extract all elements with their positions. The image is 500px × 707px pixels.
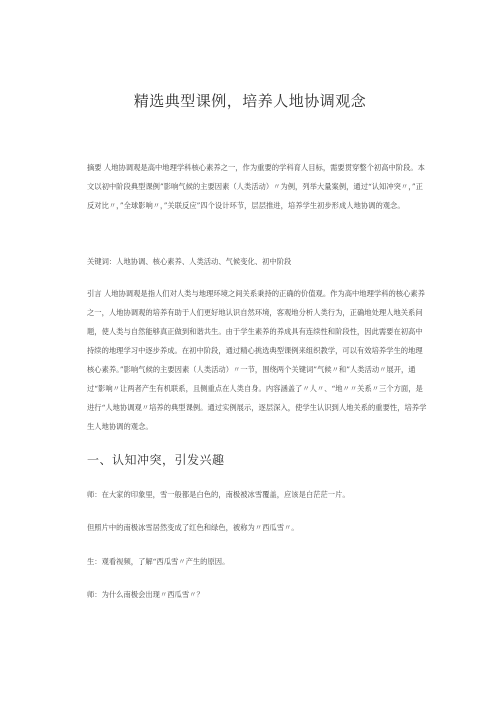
dialogue-line: 师：为什么南极会出现〃西瓜雪〃？ (87, 590, 204, 599)
intro-paragraph: 引言 人地协调观是指人们对人类与地理环境之间关系秉持的正确的价值观。作为高中地理学科的核心素养之一，人地协调观的培养有助于人们更好地认识自然环境，客观地分析人类行为，正确地处理人地关系问题，使人类与自然能够真正做到和谐共生。由于学生素养的养成具有连续性和阶段性，因此需要在初高中持续的地理学习中逐步养成。在初中阶段，通过精心挑选典型课例来组织教学，可以有效培养学生的地理核心素养。”影响气候的主要因素（人类活动）〃一节，围绕两个关键词”气候〃和”人类活动〃展开，通过“影响〃让两者产生有机联系，且侧重点在人类自身。内容涵盖了〃人〃、“地〃〃关系〃三个方面，是进行“人地协调观〃培养的典型课例。通过实例展示，逐层深入，使学生认识到人地关系的重要性，培养学生人地协调的观念。 (87, 289, 427, 431)
keywords-paragraph: 关键词：人地协调、核心素养、人类活动、气候变化、初中阶段 (87, 257, 292, 266)
section-heading: 一、认知冲突，引发兴趣 (87, 453, 225, 467)
dialogue-line: 师：在大家的印象里，雪一般都是白色的，南极被冰雪覆盖，应该是白茫茫一片。 (87, 490, 350, 499)
dialogue-line: 生：观看视频，了解“西瓜雪〃产生的原因。 (87, 557, 230, 566)
page-title: 精选典型课例，培养人地协调观念 (133, 92, 367, 110)
abstract-paragraph: 摘要 人地协调观是高中地理学科核心素养之一，作为重要的学科育人目标，需要贯穿整个初高中阶段。本文以初中阶段典型课例”影响气候的主要因素（人类活动）〃为例，列举大量案例，通过“认知冲突〃，”正反对比〃，”全球影响〃，”关联反应”四个设计环节，层层推进，培养学生初步形成人地协调的观念。 (87, 163, 425, 210)
dialogue-line: 但照片中的南极冰雪居然变成了红色和绿色，被称为〃西瓜雪〃。 (87, 523, 299, 532)
